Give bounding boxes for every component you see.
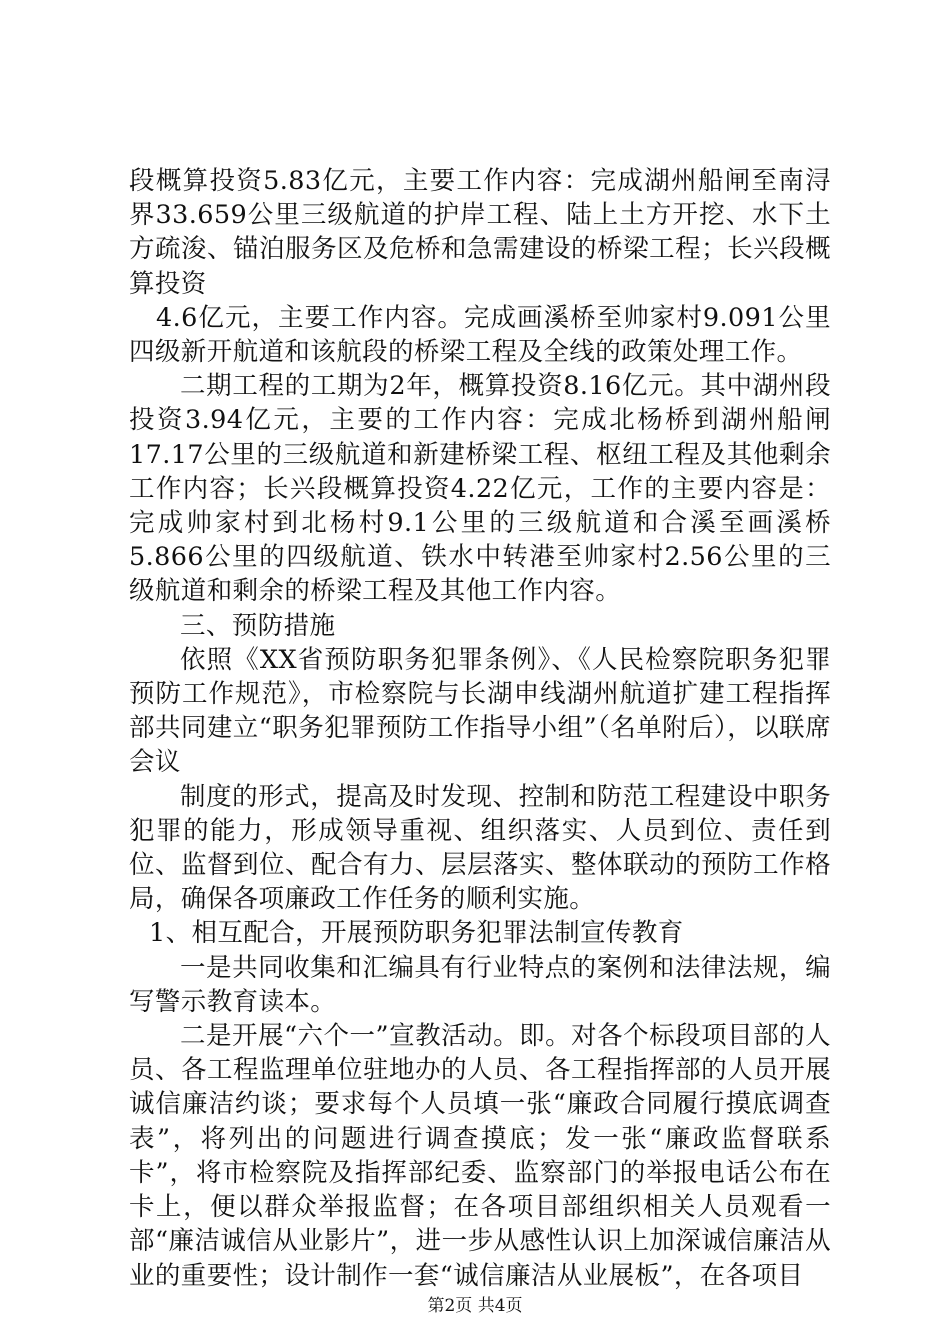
paragraph-3: 二期工程的工期为2年，概算投资8.16亿元。其中湖州段投资3.94亿元，主要的工作内容：完成北杨桥到湖州船闸17.17公里的三级航道和新建桥梁工程、枢纽工程及其他剩余工作内容；长兴段概算投资4.22亿元，工作的主要内容是：完成帅家村到北杨村9.1公里的三级航道和合溪至画溪桥5.866公里的四级航道、铁水中转港至帅家村2.56公里的三级航道和剩余的桥梁工程及其他工作内容。 — [129, 371, 831, 607]
paragraph-5: 制度的形式，提高及时发现、控制和防范工程建设中职务犯罪的能力，形成领导重视、组织落实、人员到位、责任到位、监督到位、配合有力、层层落实、整体联动的预防工作格局，确保各项廉政工作任务的顺利实施。 — [129, 781, 831, 915]
paragraph-1: 段概算投资5.83亿元，主要工作内容：完成湖州船闸至南浔界33.659公里三级航道的护岸工程、陆上土方开挖、水下土方疏浚、锚泊服务区及危桥和急需建设的桥梁工程；长兴段概算投资 — [129, 166, 831, 299]
document-body — [129, 164, 831, 1293]
paragraph-6: 一是共同收集和汇编具有行业特点的案例和法律法规，编写警示教育读本。 — [129, 952, 831, 1017]
paragraph-7: 二是开展“六个一”宣教活动。即。对各个标段项目部的人员、各工程监理单位驻地办的人员、各工程指挥部的人员开展诚信廉洁约谈；要求每个人员填一张“廉政合同履行摸底调查表”，将列出的问题进行调查摸底；发一张“廉政监督联系卡”，将市检察院及指挥部纪委、监察部门的举报电话公布在卡上，便以群众举报监督；在各项目部组织相关人员观看一部“廉洁诚信从业影片”，进一步从感性认识上加深诚信廉洁从业的重要性；设计制作一套“诚信廉洁从业展板”，在各项目 — [129, 1021, 831, 1291]
section-heading: 三、预防措施 — [180, 610, 336, 641]
page-number-label: 第2页 共4页 — [427, 1296, 523, 1316]
subsection-heading: 1、相互配合，开展预防职务犯罪法制宣传教育 — [149, 918, 684, 949]
page-footer — [0, 1295, 950, 1317]
paragraph-2: 4.6亿元，主要工作内容。完成画溪桥至帅家村9.091公里四级新开航道和该航段的桥梁工程及全线的政策处理工作。 — [129, 302, 831, 368]
paragraph-4: 依照《XX省预防职务犯罪条例》、《人民检察院职务犯罪预防工作规范》，市检察院与长湖申线湖州航道扩建工程指挥部共同建立“职务犯罪预防工作指导小组”（名单附后），以联席会议 — [129, 644, 831, 778]
